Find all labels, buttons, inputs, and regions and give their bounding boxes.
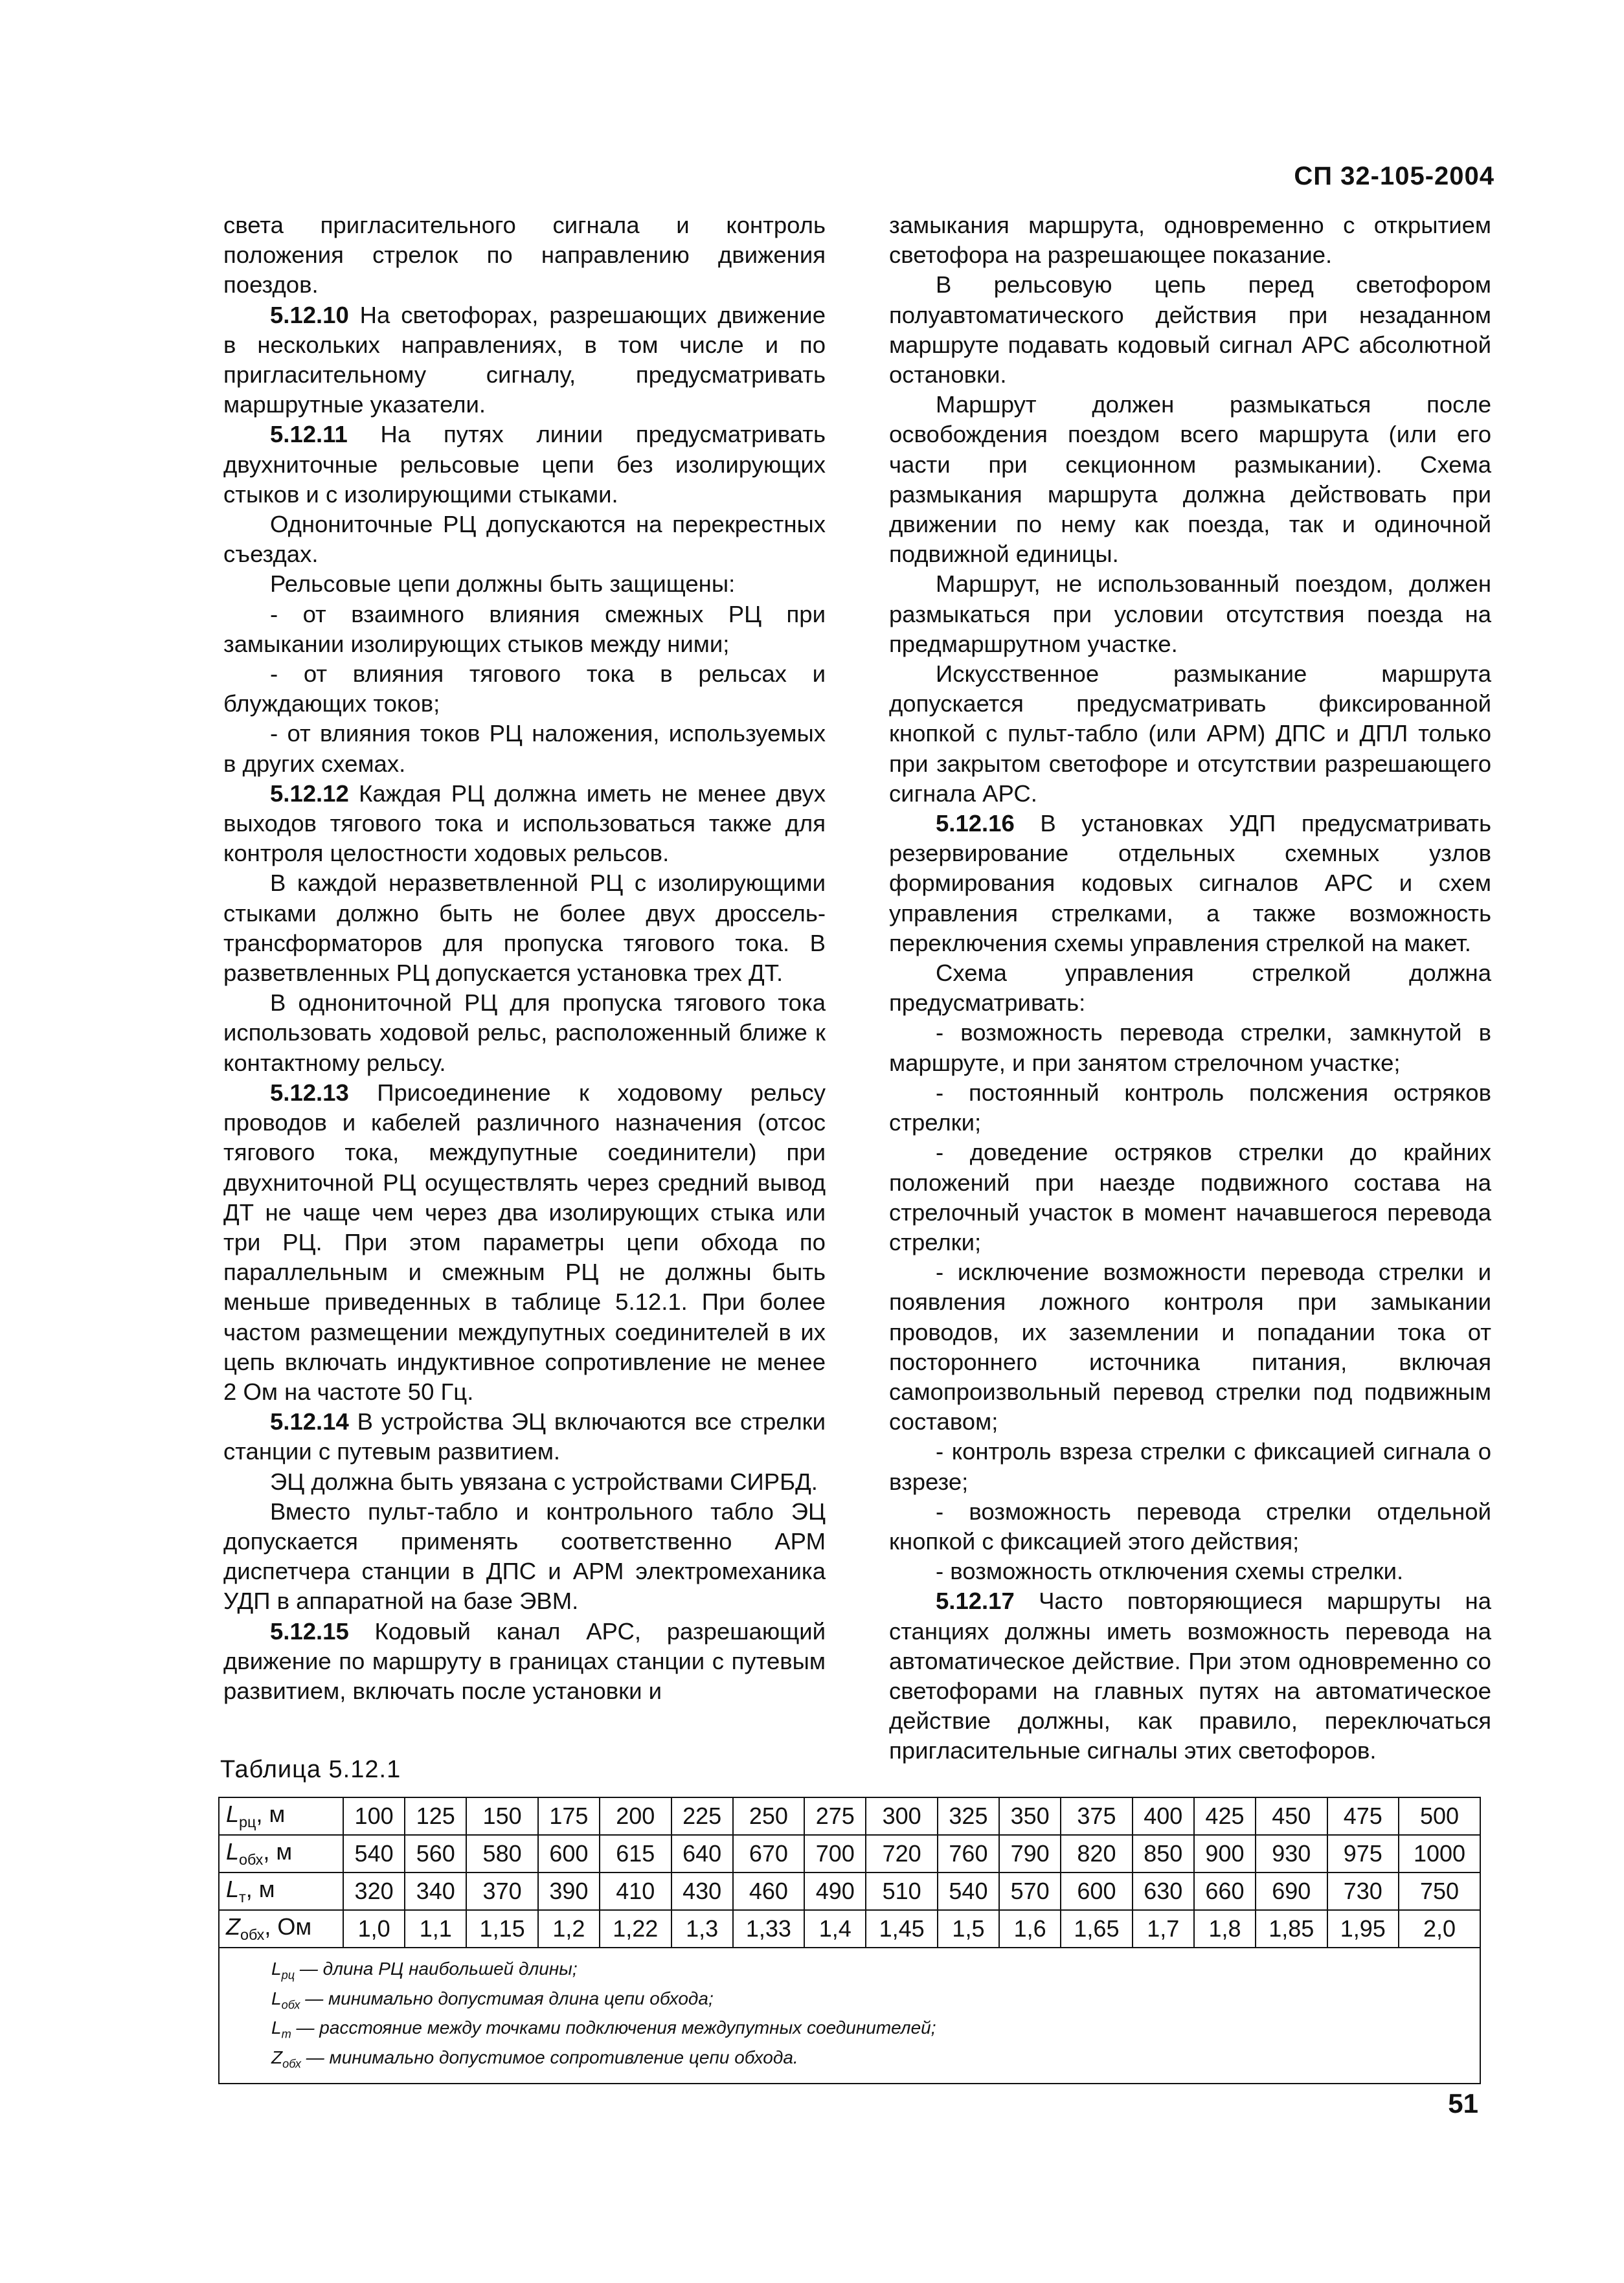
paragraph (223, 420, 826, 510)
paragraph-text: Рельсовые цепи должны быть защищены: (270, 570, 736, 598)
paragraph (223, 659, 826, 719)
paragraph-text: Однониточные РЦ допускаются на перекрестных съездах. (223, 511, 826, 568)
table-cell: 1,15 (466, 1910, 538, 1948)
section-number: 5.12.16 (936, 810, 1015, 837)
paragraph (889, 1078, 1491, 1138)
table-cell: 400 (1133, 1797, 1194, 1835)
table-cell: 600 (538, 1835, 600, 1873)
table-legend (219, 1948, 1480, 2084)
table-cell: 510 (866, 1873, 938, 1910)
paragraph-text: В каждой неразветвленной РЦ с изолирующими стыками должно быть не более двух дроссель-трансформаторов для пропуска тягового тока. В разветвленных РЦ допускается установка трех ДТ. (223, 870, 826, 987)
paragraph-text: Вместо пульт-табло и контрольного табло ЭЦ допускается применять соответственно АРМ диспетчера станции в ДПС и АРМ электромеханика УДП в аппаратной на базе ЭВМ. (223, 1498, 826, 1615)
paragraph (223, 1407, 826, 1467)
table-cell: 1,5 (938, 1910, 999, 1948)
paragraph-text: В однониточной РЦ для пропуска тягового тока использовать ходовой рельс, расположенный ближе к контактному рельсу. (223, 989, 826, 1076)
paragraph-text: Схема управления стрелкой должна предусматривать: (889, 960, 1491, 1017)
paragraph-text: - доведение остряков стрелки до крайних положений при наезде подвижного состава на стрелочный участок в момент начавшегося перевода стрелки; (889, 1139, 1491, 1255)
table-cell: 350 (999, 1797, 1061, 1835)
table-cell: 630 (1133, 1873, 1194, 1910)
table-cell: 600 (1061, 1873, 1133, 1910)
paragraph (223, 1617, 826, 1707)
table-cell: 1000 (1399, 1835, 1480, 1873)
paragraph (889, 1586, 1491, 1766)
document-code: СП 32-105-2004 (1294, 162, 1494, 190)
table-cell: 125 (405, 1797, 466, 1835)
paragraph (223, 988, 826, 1078)
paragraph (889, 809, 1491, 958)
table-cell: 700 (804, 1835, 866, 1873)
table-cell: 1,85 (1256, 1910, 1327, 1948)
table-cell: 1,0 (343, 1910, 405, 1948)
paragraph (223, 1497, 826, 1617)
table-cell: 570 (999, 1873, 1061, 1910)
table-cell: 660 (1194, 1873, 1256, 1910)
table-cell: 490 (804, 1873, 866, 1910)
table-cell: 560 (405, 1835, 466, 1873)
table-cell: 2,0 (1399, 1910, 1480, 1948)
paragraph (889, 569, 1491, 659)
table-row (219, 1910, 1480, 1948)
paragraph-text: ЭЦ должна быть увязана с устройствами СИРБД. (270, 1468, 818, 1495)
paragraph-text: В рельсовую цепь перед светофором полуавтоматического действия при незаданном маршруте подавать кодовый сигнал АРС абсолютной остановки. (889, 271, 1491, 388)
section-number: 5.12.13 (270, 1079, 349, 1106)
table-cell: 820 (1061, 1835, 1133, 1873)
paragraph-text: - возможность перевода стрелки, замкнутой в маршруте, и при занятом стрелочном участке; (889, 1019, 1491, 1076)
paragraph (889, 659, 1491, 809)
paragraph-text: - возможность отключения схемы стрелки. (936, 1558, 1404, 1585)
table-cell: 640 (671, 1835, 733, 1873)
table-cell: 580 (466, 1835, 538, 1873)
paragraph (889, 1497, 1491, 1557)
table-cell: 1,6 (999, 1910, 1061, 1948)
table-cell: 1,95 (1327, 1910, 1399, 1948)
table-cell: 300 (866, 1797, 938, 1835)
paragraph-text: Кодовый канал АРС, разрешающий движение по маршруту в границах станции с путевым развитием, включать после установки и (223, 1617, 826, 1704)
table-cell: 250 (733, 1797, 805, 1835)
paragraph-text: На светофорах, разрешающих движение в нескольких направлениях, в том числе и по пригласительному сигналу, предусматривать маршрутные указатели. (223, 301, 826, 418)
parameters-table (218, 1797, 1481, 2084)
table-cell: 460 (733, 1873, 805, 1910)
row-header: $Z_{обх}$, Ом (219, 1910, 343, 1948)
legend-line: $Z_{обх}$ — минимально допустимое сопротивление цепи обхода. (271, 2047, 798, 2071)
paragraph (223, 1078, 826, 1407)
table-cell: 1,7 (1133, 1910, 1194, 1948)
section-number: 5.12.12 (270, 780, 349, 807)
table-cell: 340 (405, 1873, 466, 1910)
table-cell: 790 (999, 1835, 1061, 1873)
left-column (223, 210, 826, 1706)
paragraph-text: - от влияния токов РЦ наложения, используемых в других схемах. (223, 720, 826, 777)
paragraph (223, 868, 826, 988)
paragraph (223, 779, 826, 869)
table-cell: 730 (1327, 1873, 1399, 1910)
table-cell: 1,65 (1061, 1910, 1133, 1948)
paragraph-text: света пригласительного сигнала и контроль положения стрелок по направлению движения поездов. (223, 212, 826, 298)
paragraph (223, 719, 826, 778)
table-cell: 100 (343, 1797, 405, 1835)
table-cell: 375 (1061, 1797, 1133, 1835)
table-cell: 320 (343, 1873, 405, 1910)
section-number: 5.12.10 (270, 301, 349, 328)
table-cell: 500 (1399, 1797, 1480, 1835)
table-cell: 275 (804, 1797, 866, 1835)
table-cell: 1,45 (866, 1910, 938, 1948)
table-cell: 540 (938, 1873, 999, 1910)
paragraph (223, 510, 826, 569)
table-cell: 390 (538, 1873, 600, 1910)
paragraph-text: В устройства ЭЦ включаются все стрелки станции с путевым развитием. (223, 1408, 826, 1465)
table-cell: 1,33 (733, 1910, 805, 1948)
table-cell: 1,8 (1194, 1910, 1256, 1948)
table-cell: 1,3 (671, 1910, 733, 1948)
row-header: $L_{рц}$, м (219, 1797, 343, 1835)
row-header: $L_{обх}$, м (219, 1835, 343, 1873)
row-header: $L_т$, м (219, 1873, 343, 1910)
paragraph (889, 210, 1491, 270)
paragraph (223, 1467, 826, 1497)
table-cell: 410 (600, 1873, 671, 1910)
page-number: 51 (1448, 2088, 1478, 2119)
table-cell: 475 (1327, 1797, 1399, 1835)
table-cell: 1,1 (405, 1910, 466, 1948)
table-cell: 200 (600, 1797, 671, 1835)
right-column (889, 210, 1491, 1766)
table-cell: 750 (1399, 1873, 1480, 1910)
table-cell: 900 (1194, 1835, 1256, 1873)
paragraph (889, 1557, 1491, 1586)
paragraph (223, 210, 826, 300)
table-cell: 760 (938, 1835, 999, 1873)
paragraph (889, 390, 1491, 569)
paragraph-text: замыкания маршрута, одновременно с открытием светофора на разрешающее показание. (889, 212, 1491, 269)
table-cell: 975 (1327, 1835, 1399, 1873)
table-cell: 325 (938, 1797, 999, 1835)
paragraph-text: - возможность перевода стрелки отдельной кнопкой с фиксацией этого действия; (889, 1498, 1491, 1555)
paragraph-text: Присоединение к ходовому рельсу проводов и кабелей различного назначения (отсос тягового тока, междупутные соединители) при двухниточной РЦ осуществлять через средний вывод ДТ не чаще чем через два изолирующих стыка или три РЦ. При этом параметры цепи обхода по параллельным и смежным РЦ не должны быть меньше приведенных в таблице 5.12.1. При более частом размещении междупутных соединителей в их цепь включать индуктивное сопротивление не менее 2 Ом на частоте 50 Гц. (223, 1079, 826, 1405)
legend-line: $L_{рц}$ — длина РЦ наибольшей длины; (271, 1959, 578, 1982)
paragraph (889, 958, 1491, 1018)
table-cell: 370 (466, 1873, 538, 1910)
paragraph (889, 1437, 1491, 1496)
table-cell: 720 (866, 1835, 938, 1873)
table-cell: 850 (1133, 1835, 1194, 1873)
table-cell: 540 (343, 1835, 405, 1873)
paragraph-text: На путях линии предусматривать двухниточные рельсовые цепи без изолирующих стыков и с изолирующими стыками. (223, 421, 826, 508)
paragraph-text: - от влияния тягового тока в рельсах и блуждающих токов; (223, 660, 826, 717)
section-number: 5.12.14 (270, 1408, 349, 1435)
paragraph (889, 1138, 1491, 1257)
paragraph-text: В установках УДП предусматривать резервирование отдельных схемных узлов формирования кодовых сигналов АРС и схем управления стрелками, а также возможность переключения схемы управления стрелкой на макет. (889, 810, 1491, 956)
legend-line: $L_т$ — расстояние между точками подключения междупутных соединителей; (271, 2018, 936, 2041)
table-cell: 425 (1194, 1797, 1256, 1835)
paragraph-text: Маршрут должен размыкаться после освобождения поездом всего маршрута (или его части при секционном размыкании). Схема размыкания маршрута должна действовать при движении по нему как поезда, так и одиночной подвижной единицы. (889, 391, 1491, 568)
table-cell: 1,4 (804, 1910, 866, 1948)
table-cell: 670 (733, 1835, 805, 1873)
table-cell: 690 (1256, 1873, 1327, 1910)
paragraph-text: - исключение возможности перевода стрелки и появления ложного контроля при замыкании проводов, их заземлении и попадании тока от постороннего источника питания, включая самопроизвольный перевод стрелки под подвижным составом; (889, 1259, 1491, 1435)
legend-line: $L_{обх}$ — минимально допустимая длина цепи обхода; (271, 1988, 714, 2012)
paragraph-text: Маршрут, не использованный поездом, должен размыкаться при условии отсутствия поезда на предмаршрутном участке. (889, 570, 1491, 657)
paragraph-text: Искусственное размыкание маршрута допускается предусматривать фиксированной кнопкой с пульт-табло (или АРМ) ДПС и ДПЛ только при закрытом светофоре и отсутствии разрешающего сигнала АРС. (889, 660, 1491, 807)
paragraph (223, 600, 826, 659)
table-cell: 430 (671, 1873, 733, 1910)
paragraph-text: Часто повторяющиеся маршруты на станциях должны иметь возможность перевода на автоматическое действие. При этом одновременно со светофорами на главных путях на автоматическое действие должны, как правило, переключаться пригласительные сигналы этих светофоров. (889, 1588, 1491, 1764)
table-cell: 450 (1256, 1797, 1327, 1835)
table-title: Таблица 5.12.1 (220, 1756, 401, 1783)
paragraph (223, 300, 826, 420)
paragraph (889, 1257, 1491, 1437)
paragraph (889, 270, 1491, 390)
section-number: 5.12.17 (936, 1588, 1015, 1615)
table-row (219, 1873, 1480, 1910)
table-cell: 225 (671, 1797, 733, 1835)
paragraph (889, 1018, 1491, 1077)
paragraph-text: - постоянный контроль полсжения остряков стрелки; (889, 1079, 1491, 1136)
section-number: 5.12.15 (270, 1617, 349, 1645)
table-cell: 615 (600, 1835, 671, 1873)
paragraph-text: Каждая РЦ должна иметь не менее двух выходов тягового тока и использоваться также для контроля целостности ходовых рельсов. (223, 780, 826, 867)
paragraph-text: - от взаимного влияния смежных РЦ при замыкании изолирующих стыков между ними; (223, 600, 826, 657)
table-cell: 175 (538, 1797, 600, 1835)
table-row (219, 1835, 1480, 1873)
paragraph-text: - контроль взреза стрелки с фиксацией сигнала о взрезе; (889, 1438, 1491, 1495)
table-cell: 1,2 (538, 1910, 600, 1948)
section-number: 5.12.11 (270, 421, 348, 448)
table-cell: 1,22 (600, 1910, 671, 1948)
paragraph (223, 569, 826, 599)
table-cell: 930 (1256, 1835, 1327, 1873)
table-cell: 150 (466, 1797, 538, 1835)
table-row (219, 1797, 1480, 1835)
